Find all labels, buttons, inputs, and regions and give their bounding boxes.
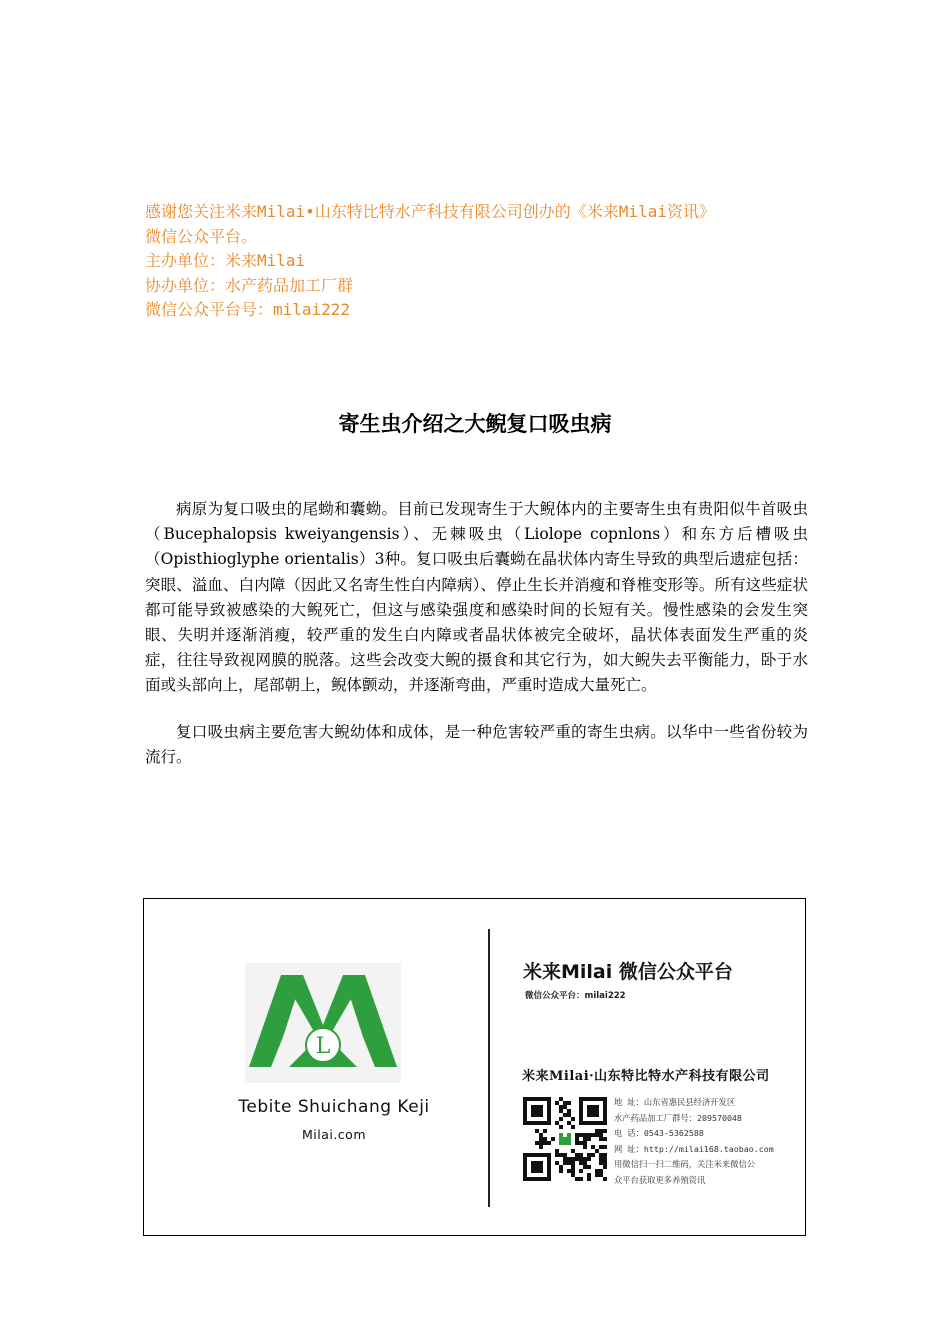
- company-name: 米来Milai·山东特比特水产科技有限公司: [522, 1069, 770, 1084]
- intro-line: 主办单位：米来Milai: [145, 251, 306, 270]
- intro-line: 微信公众平台号：milai222: [145, 300, 351, 319]
- card-divider: [488, 929, 490, 1207]
- info-line: 电 话：0543-5362588: [614, 1128, 704, 1139]
- intro-block: [145, 200, 825, 323]
- milai-logo: [245, 963, 401, 1083]
- article-paragraph: 病原为复口吸虫的尾蚴和囊蚴。目前已发现寄生于大鲵体内的主要寄生虫有贵阳似牛首吸虫（Bucephalopsis kweiyangensis）、无棘吸虫（Liolope copnlons）和东方后槽吸虫（Opisthioglyphe orientalis）3种。复口吸虫后囊蚴在晶状体内寄生导致的典型后遗症包括：突眼、溢血、白内障（因此又名寄生性白内障病）、停止生长并消瘦和脊椎变形等。所有这些症状都可能导致被感染的大鲵死亡，但这与感染强度和感染时间的长短有关。慢性感染的会发生突眼、失明并逐渐消瘦，较严重的发生白内障或者晶状体被完全破坏，晶状体表面发生严重的炎症，往往导致视网膜的脱落。这些会改变大鲵的摄食和其它行为，如大鲵失去平衡能力，卧于水面或头部向上，尾部朝上，鲵体颤动，并逐渐弯曲，严重时造成大量死亡。: [145, 500, 808, 695]
- contact-info: [614, 1095, 774, 1189]
- info-line: 用微信扫一扫二维码，关注米来微信公: [614, 1159, 756, 1170]
- intro-line: 协办单位：水产药品加工厂群: [145, 275, 354, 295]
- business-card: [143, 898, 806, 1236]
- wechat-platform-title: 米来Milai 微信公众平台: [523, 961, 733, 983]
- wechat-account: 微信公众平台：milai222: [525, 991, 626, 1001]
- article-paragraph: 复口吸虫病主要危害大鲵幼体和成体，是一种危害较严重的寄生虫病。以华中一些省份较为流行。: [145, 723, 808, 767]
- intro-line: 感谢您关注米来Milai•山东特比特水产科技有限公司创办的《米来Milai资讯》: [145, 202, 715, 221]
- brand-website: Milai.com: [301, 1127, 367, 1142]
- brand-english-name: Tebite Shuichang Keji: [238, 1097, 430, 1117]
- intro-line: 微信公众平台。: [145, 226, 258, 246]
- qr-code-icon: [523, 1097, 607, 1181]
- info-line: 众平台获取更多养殖资讯: [614, 1174, 706, 1185]
- info-line: 地 址：山东省惠民县经济开发区: [614, 1097, 736, 1107]
- info-line: 水产药品加工厂群号：209570048: [614, 1112, 742, 1123]
- article-title: 寄生虫介绍之大鲵复口吸虫病: [338, 411, 612, 436]
- info-line: 网 址：http://milai168.taobao.com: [614, 1143, 774, 1154]
- logo-letter: L: [315, 1034, 331, 1059]
